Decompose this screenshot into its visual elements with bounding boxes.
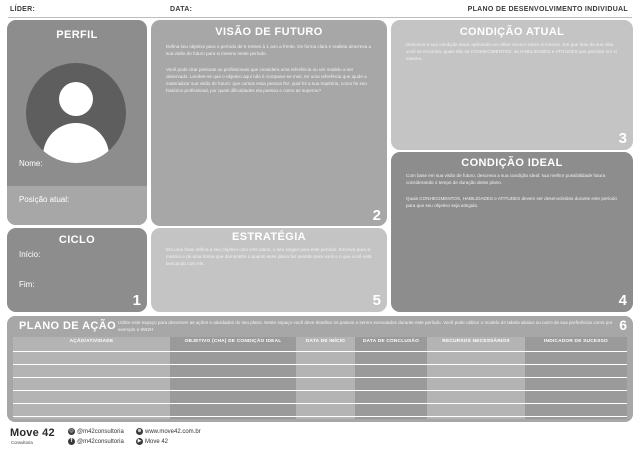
plano-acao-section <box>7 316 633 422</box>
column-header: INDICADOR DE SUCESSO <box>544 339 608 344</box>
visao-text-2: Você pode citar pessoas ou profissionais que considera uma referência ou um modelo a ser observado. Lembre-se que o objetivo aqui não é comparar-se mas, ter uma referência que ajude a materializar sua visão de futuro: que cursos essa pessoa fez, qual foi a sua trajetória, como foi seu histórico profissional, por quais dificuldades ela passou e como as superou? <box>166 67 367 93</box>
ciclo-title: CICLO <box>58 234 96 246</box>
table-row-line <box>13 416 627 417</box>
facebook-link[interactable] <box>68 438 124 445</box>
condicao-atual-text: Descreva a sua condição atual, aplicando um olhar sincero sobre si mesmo. Em que fase da sua vida você se encontra, quais são os CONHECIMENTOS, as HABILIDADES e ATITUDES que percebe em si mesmo. <box>406 42 617 61</box>
condicao-ideal-title: CONDIÇÃO IDEAL <box>461 157 563 169</box>
section-number-6: 6 <box>619 317 627 333</box>
condicao-ideal-card <box>391 152 633 312</box>
facebook-handle: @m42consultoria <box>77 438 124 445</box>
column-header: AÇÃO/ATIVIDADE <box>69 339 114 344</box>
estrategia-title: ESTRATÉGIA <box>231 231 307 243</box>
date-label: DATA: <box>170 6 193 13</box>
leader-label: LÍDER: <box>10 6 36 13</box>
column-header: DATA DE CONCLUSÃO <box>362 339 420 344</box>
plano-acao-description: Utilize este espaço para descrever as ações e atividades do seu plano. Neste espaço você deve detalhar os passos a serem executados durante este período. Você pode utilizar o modelo de tabela abaixo ou outro de sua preferência como por exemplo o 5W2H <box>118 320 613 332</box>
position-band <box>7 186 147 225</box>
condicao-ideal-text-2: Quais CONHECIMENTOS, HABILIDADES e ATITUDES devem ser desenvolvidos durante este período para que seu objetivo seja atingido. <box>406 196 617 208</box>
condicao-atual-title: CONDIÇÃO ATUAL <box>459 26 565 38</box>
table-row-line <box>13 377 627 378</box>
estrategia-card <box>151 228 387 312</box>
globe-icon: ⊕ <box>137 428 142 434</box>
table-row-line <box>13 364 627 365</box>
column-header: OBJETIVO (CHA) DE CONDIÇÃO IDEAL <box>184 339 282 344</box>
perfil-title: PERFIL <box>56 29 98 41</box>
condicao-ideal-text-1: Com base em sua visão de futuro, descreva a sua condição ideal: sua melhor possibilidade futura considerando o tempo de duração deste plano. <box>406 173 606 185</box>
youtube-link[interactable] <box>136 438 168 445</box>
column-objetivo <box>170 337 296 419</box>
perfil-card <box>7 20 147 225</box>
table-row-line <box>13 351 627 352</box>
header-divider <box>8 17 632 18</box>
estrategia-text: Em uma frase defina a seu objetivo com este plano, o seu slogan para este período. Escreva para si mesmo e de uma forma que demonstre o quanto esse plano faz sentido para você e o que você está buscando com ele. <box>166 247 372 266</box>
youtube-channel: Move 42 <box>145 438 169 445</box>
plano-acao-title: PLANO DE AÇÃO <box>19 320 117 332</box>
instagram-link[interactable] <box>68 428 124 435</box>
section-number-5: 5 <box>372 292 381 309</box>
section-number-2: 2 <box>372 207 381 224</box>
user-avatar-icon <box>26 63 126 163</box>
section-number-4: 4 <box>618 292 627 309</box>
action-table <box>13 337 627 419</box>
document-title: PLANO DE DESENVOLVIMENTO INDIVIDUAL <box>467 6 628 13</box>
ciclo-card <box>7 228 147 312</box>
footer <box>0 426 640 452</box>
name-label: Nome: <box>19 159 43 168</box>
instagram-handle: @m42consultoria <box>77 428 124 435</box>
youtube-icon: ▶ <box>137 438 142 444</box>
position-label: Posição atual: <box>19 195 70 204</box>
visao-card <box>151 20 387 226</box>
start-label: Início: <box>19 250 41 259</box>
condicao-atual-card <box>391 20 633 150</box>
column-recursos <box>427 337 525 419</box>
column-header: DATA DE INÍCIO <box>305 339 346 344</box>
column-data-inicio <box>296 337 355 419</box>
visao-text-1: Defina seu objetivo para o período de 6 meses à 1 ano a frente. De forma clara e realista descreva a sua visão de futuro para si mesmo neste período. <box>166 44 372 56</box>
column-data-conclusao <box>355 337 427 419</box>
instagram-icon: ◎ <box>69 428 74 434</box>
table-row-line <box>13 403 627 404</box>
website-link[interactable] <box>136 428 201 435</box>
table-row-line <box>13 390 627 391</box>
section-number-3: 3 <box>618 130 627 147</box>
column-header: RECURSOS NECESSÁRIOS <box>442 339 510 344</box>
column-indicador <box>525 337 627 419</box>
website-url: www.move42.com.br <box>145 428 201 435</box>
section-number-1: 1 <box>132 292 141 309</box>
end-label: Fim: <box>19 280 35 289</box>
column-acao <box>13 337 170 419</box>
visao-title: VISÃO DE FUTURO <box>215 26 323 38</box>
facebook-icon: f <box>68 438 75 445</box>
brand-subtitle: Consultoria <box>11 440 33 445</box>
brand-logo: Move 42 <box>10 427 55 439</box>
